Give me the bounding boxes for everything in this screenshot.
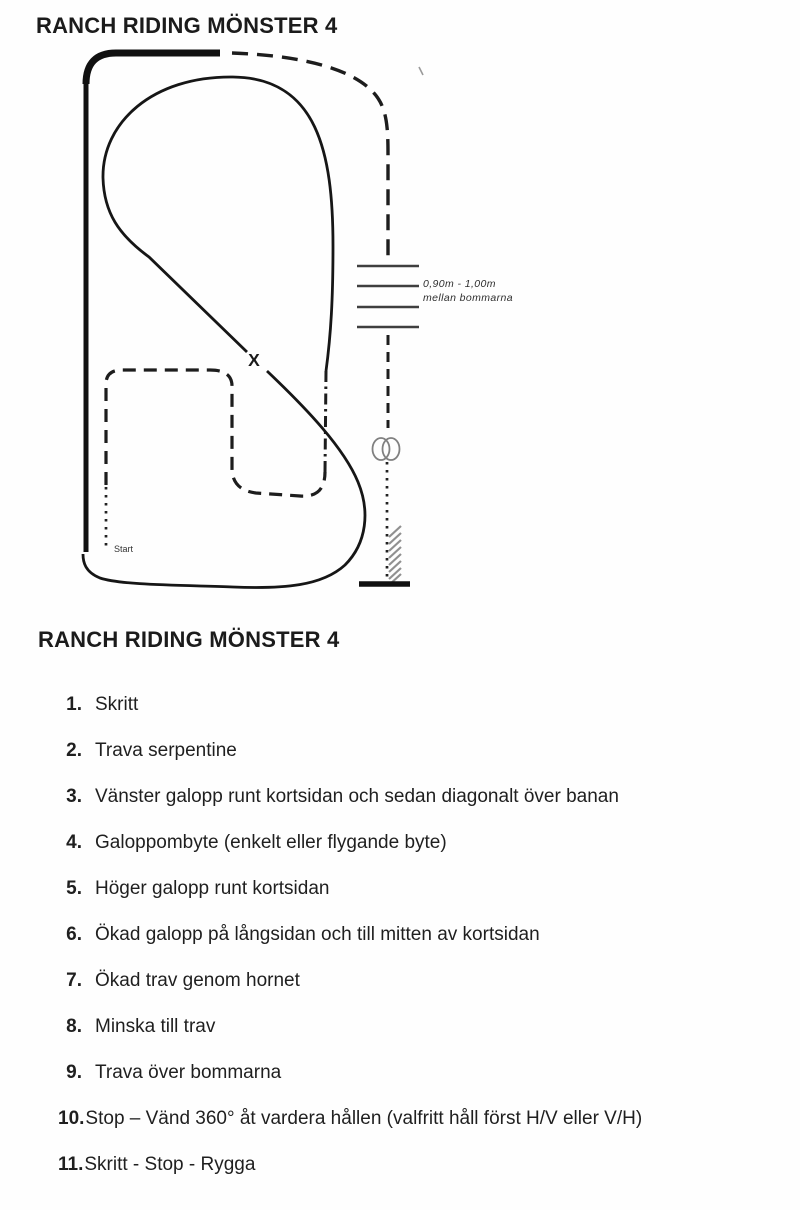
- poles-note-line1: 0,90m - 1,00m: [423, 278, 496, 290]
- instructions-title: RANCH RIDING MÖNSTER 4: [38, 627, 340, 652]
- page-title: RANCH RIDING MÖNSTER 4: [36, 13, 338, 38]
- instruction-item: [58, 877, 778, 923]
- instruction-item: [58, 693, 778, 739]
- item-number: 8.: [66, 1016, 82, 1037]
- item-text: Höger galopp runt kortsidan: [95, 878, 330, 899]
- item-number: 1.: [66, 694, 82, 715]
- item-number: 3.: [66, 786, 82, 807]
- item-text: Vänster galopp runt kortsidan och sedan diagonalt över banan: [95, 786, 619, 807]
- backup-hatch-marks: [389, 526, 401, 585]
- lead-change-x-marker: X: [248, 350, 260, 370]
- item-text: Trava serpentine: [95, 740, 237, 761]
- trot-poles: [357, 266, 419, 327]
- item-number: 10.: [58, 1108, 85, 1129]
- instruction-item: [58, 739, 778, 785]
- item-text: Galoppombyte (enkelt eller flygande byte): [95, 832, 447, 853]
- left-lope-loop-path: [103, 77, 333, 371]
- instruction-item: [58, 1015, 778, 1061]
- poles-note-line2: mellan bommarna: [423, 292, 514, 304]
- right-lope-sweep-path: [83, 371, 365, 588]
- turn-circle-right: [383, 438, 400, 460]
- serpentine-dashed-path: [106, 370, 325, 496]
- instruction-item: [58, 969, 778, 1015]
- instruction-item: [58, 1061, 778, 1107]
- item-text: Skritt: [95, 694, 139, 715]
- item-text: Ökad trav genom hornet: [95, 970, 300, 991]
- instruction-item: [58, 1153, 778, 1199]
- start-label: Start: [114, 544, 134, 554]
- turn-360-symbol: [373, 438, 400, 460]
- instruction-list: [58, 693, 778, 1199]
- item-number: 7.: [66, 970, 82, 991]
- item-text: Stop – Vänd 360° åt vardera hållen (valfritt håll först H/V eller V/H): [85, 1108, 643, 1129]
- item-number: 9.: [66, 1062, 82, 1083]
- turn-circle-left: [373, 438, 390, 460]
- item-number: 6.: [66, 924, 82, 945]
- stray-mark: [419, 67, 423, 75]
- extended-trot-dashed-path: [232, 53, 388, 257]
- item-number: 11.: [58, 1154, 84, 1175]
- item-text: Ökad galopp på långsidan och till mitten av kortsidan: [95, 924, 540, 945]
- item-number: 5.: [66, 878, 82, 899]
- item-number: 2.: [66, 740, 82, 761]
- serpentine-dashdot-path: [325, 371, 326, 472]
- instruction-item: [58, 831, 778, 877]
- item-text: Minska till trav: [95, 1016, 216, 1037]
- instruction-item: [58, 923, 778, 969]
- item-number: 4.: [66, 832, 82, 853]
- instruction-item: [58, 785, 778, 831]
- item-text: Skritt - Stop - Rygga: [84, 1154, 256, 1175]
- instruction-item: [58, 1107, 778, 1153]
- item-text: Trava över bommarna: [95, 1062, 282, 1083]
